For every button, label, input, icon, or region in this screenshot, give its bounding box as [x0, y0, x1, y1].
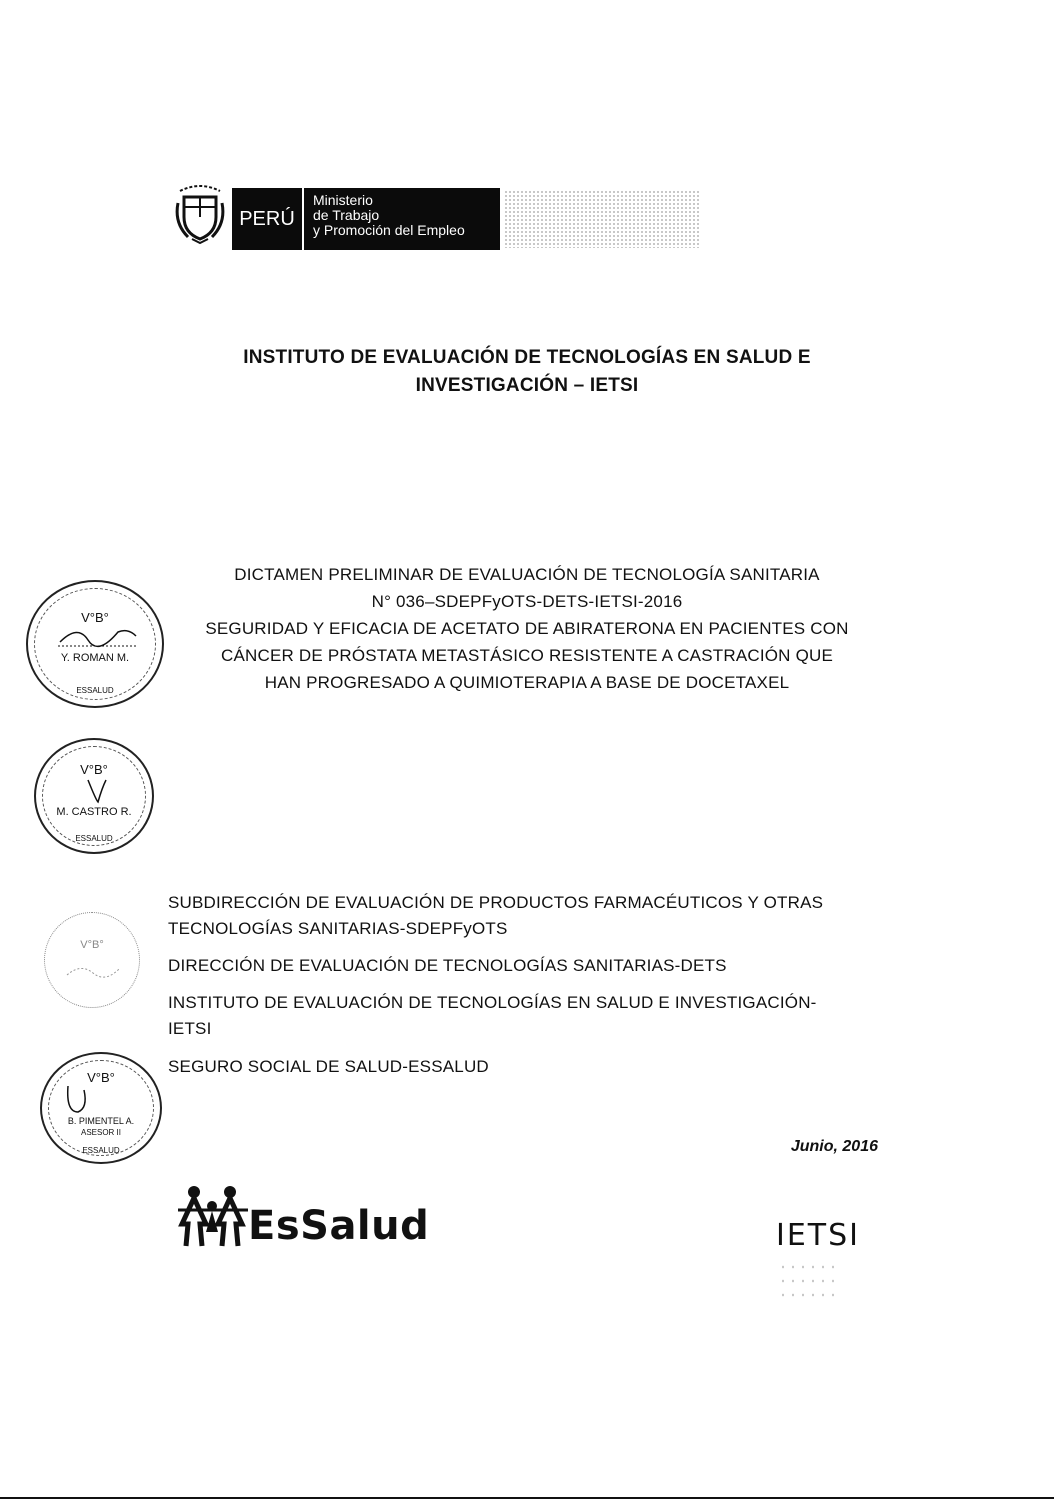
stamp-subtitle: ASESOR II	[80, 1128, 121, 1137]
stamp-name: M. CASTRO R.	[56, 806, 132, 818]
dictamen-line-4: CÁNCER DE PRÓSTATA METASTÁSICO RESISTENTE A CASTRACIÓN QUE	[220, 646, 834, 665]
institute-title-line-2: INVESTIGACIÓN – IETSI	[415, 375, 639, 396]
faded-approval-stamp	[44, 912, 140, 1008]
approval-stamp-4	[40, 1052, 162, 1164]
stamp-vb: V°B°	[80, 762, 108, 777]
org-item-ietsi	[168, 990, 880, 1042]
dictamen-line-1: DICTAMEN PRELIMINAR DE EVALUACIÓN DE TECNOLOGÍA SANITARIA	[234, 565, 820, 584]
ministry-label	[304, 188, 500, 250]
signature-icon	[65, 961, 121, 981]
signature-icon	[58, 622, 138, 650]
stamp-name: B. PIMENTEL A.	[67, 1116, 135, 1126]
org-item-line-1: INSTITUTO DE EVALUACIÓN DE TECNOLOGÍAS EN SALUD E INVESTIGACIÓN-	[168, 993, 817, 1012]
signature-icon	[84, 778, 110, 804]
ministry-line-1: Ministerio	[313, 192, 373, 208]
dictamen-title	[150, 561, 904, 696]
stamp-vb: V°B°	[87, 1070, 115, 1085]
signature-icon	[62, 1082, 102, 1118]
ministry-line-3: y Promoción del Empleo	[313, 222, 465, 238]
stamp-vb: V°B°	[81, 610, 109, 625]
stamp-org: ESSALUD	[82, 1146, 120, 1155]
org-item-essalud: SEGURO SOCIAL DE SALUD-ESSALUD	[168, 1057, 489, 1076]
approval-stamp-2	[34, 738, 154, 854]
dictamen-line-3: SEGURIDAD Y EFICACIA DE ACETATO DE ABIRATERONA EN PACIENTES CON	[205, 619, 849, 638]
stamp-org: ESSALUD	[75, 834, 113, 843]
faded-letterhead-text	[504, 190, 700, 248]
essalud-family-icon	[176, 1184, 250, 1250]
approval-stamp-1	[26, 580, 164, 708]
org-item-dets: DIRECCIÓN DE EVALUACIÓN DE TECNOLOGÍAS SANITARIAS-DETS	[168, 956, 727, 975]
ministry-line-2: de Trabajo	[313, 207, 380, 223]
org-item-line-1: SUBDIRECCIÓN DE EVALUACIÓN DE PRODUCTOS FARMACÉUTICOS Y OTRAS	[168, 893, 824, 912]
org-item-line-2: IETSI	[168, 1019, 212, 1038]
stamp-org: ESSALUD	[76, 686, 114, 695]
essalud-logo-text: EsSalud	[248, 1203, 430, 1249]
peru-label: PERÚ	[232, 188, 302, 250]
stamp-vb: V°B°	[80, 939, 104, 951]
org-item-sdepfyots	[168, 890, 880, 942]
institute-title	[150, 344, 904, 400]
stamp-name: Y. ROMAN M.	[60, 652, 130, 664]
page-bottom-rule	[0, 1497, 1054, 1499]
dictamen-number: N° 036–SDEPFyOTS-DETS-IETSI-2016	[371, 592, 683, 611]
dictamen-line-5: HAN PROGRESADO A QUIMIOTERAPIA A BASE DE DOCETAXEL	[264, 673, 790, 692]
document-date: Junio, 2016	[790, 1138, 878, 1155]
org-item-line-2: TECNOLOGÍAS SANITARIAS-SDEPFyOTS	[168, 919, 508, 938]
institute-title-line-1: INSTITUTO DE EVALUACIÓN DE TECNOLOGÍAS EN SALUD E	[243, 347, 811, 368]
ietsi-logo-text: IETSI	[776, 1218, 861, 1253]
peru-coat-of-arms-icon	[174, 183, 226, 245]
ietsi-logo-subtitle	[778, 1260, 842, 1304]
